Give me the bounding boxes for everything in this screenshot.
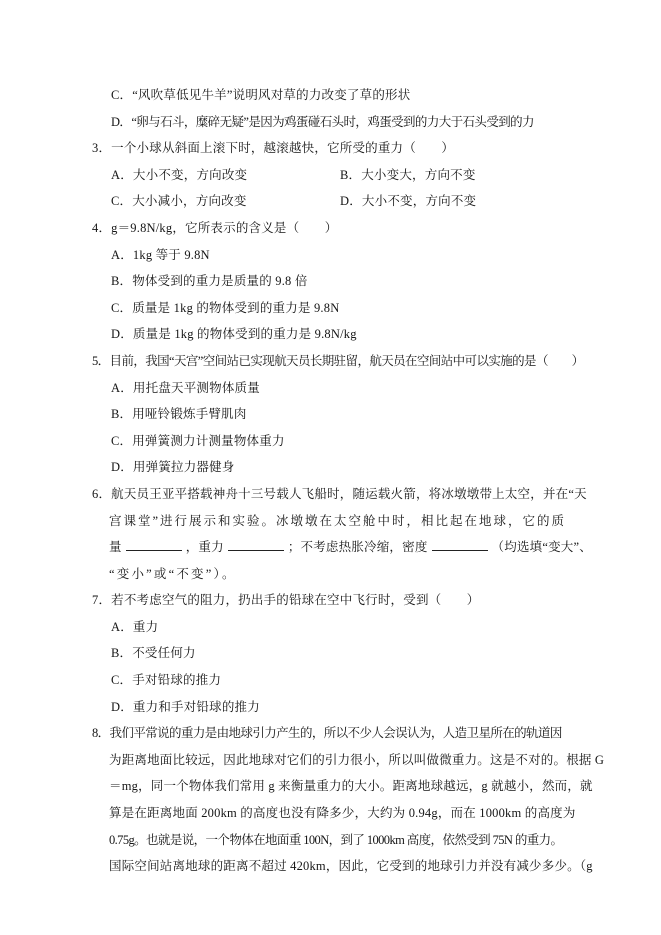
q5-option-c: C．用弹簧测力计测量物体重力 xyxy=(111,433,285,448)
q6-blank-line-seg-2: ，重力 xyxy=(185,540,224,555)
q5-stem: 5．目前，我国“天宫”空间站已实现航天员长期驻留，航天员在空间站中可以实施的是（ ） xyxy=(92,353,584,368)
q3-option-c: C．大小减小，方向改变 xyxy=(111,194,247,209)
q7-option-b: B．不受任何力 xyxy=(111,646,196,661)
q3-option-b: B．大小变大，方向不变 xyxy=(340,167,476,182)
q7-stem: 7．若不考虑空气的阻力，扔出手的铅球在空中飞行时，受到（ ） xyxy=(92,593,480,608)
q6-blank-line-seg-4: （均选填“变大”、 xyxy=(491,540,592,555)
q3-options-row-1 xyxy=(92,162,584,189)
q8-line-5: 0.75g。也就是说，一个物体在地面重 100N，到了 1000km 高度，依然受到 75N 的重力。 xyxy=(109,832,563,847)
q3-option-d: D．大小不变，方向不变 xyxy=(340,194,477,209)
q6-blank-line-seg-1: 量 xyxy=(109,540,122,555)
q6-blank-line xyxy=(92,534,592,561)
q8-line-2: 为距离地面比较远，因此地球对它们的引力很小，所以叫做微重力。这是不对的。根据 G xyxy=(109,752,605,767)
q7-option-c: C．手对铅球的推力 xyxy=(111,673,222,688)
q4-stem: 4．g＝9.8N/kg，它所表示的含义是（ ） xyxy=(92,220,338,235)
q6-stem-line-4: “变小”或“不变”）。 xyxy=(109,566,237,581)
q5-option-b: B．用哑铃锻炼手臂肌肉 xyxy=(111,407,247,422)
q8-line-4: 算是在距离地面 200km 的高度也没有降多少，大约为 0.94g，而在 1000km 的高度为 xyxy=(109,806,576,821)
q6-blank-line-seg-3: ；不考虑热胀冷缩，密度 xyxy=(287,540,428,555)
q5-option-d: D．用弹簧拉力器健身 xyxy=(111,460,235,475)
q3-stem: 3．一个小球从斜面上滚下时，越滚越快，它所受的重力（ ） xyxy=(92,141,455,156)
q6-stem-line-2: 宫课堂”进行展示和实验。冰墩墩在太空舱中时，相比起在地球，它的质 xyxy=(109,513,567,528)
q7-option-a: A．重力 xyxy=(111,619,159,634)
q3-option-a: A．大小不变，方向改变 xyxy=(111,167,248,182)
document-page xyxy=(92,82,605,880)
q3-options-row-2 xyxy=(92,188,584,215)
q6-blank-mass xyxy=(126,537,182,551)
q2-option-c: C．“风吹草低见牛羊”说明风对草的力改变了草的形状 xyxy=(111,88,411,102)
q6-blank-density xyxy=(432,537,488,551)
q7-option-d: D．重力和手对铅球的推力 xyxy=(111,699,260,714)
q8-line-1: 8．我们平常说的重力是由地球引力产生的，所以不少人会误认为，人造卫星所在的轨道因 xyxy=(92,726,562,741)
q4-option-d: D．质量是 1kg 的物体受到的重力是 9.8N/kg xyxy=(111,327,357,342)
q4-option-a: A．1kg 等于 9.8N xyxy=(111,247,210,262)
q8-line-6: 国际空间站离地球的距离不超过 420km，因此，它受到的地球引力并没有减少多少。（g xyxy=(109,859,593,874)
q4-option-b: B．物体受到的重力是质量的 9.8 倍 xyxy=(111,274,308,289)
q4-option-c: C．质量是 1kg 的物体受到的重力是 9.8N xyxy=(111,300,340,315)
q8-line-3: ＝mg，同一个物体我们常用 g 来衡量重力的大小。距离地球越远，g 就越小，然而，就 xyxy=(109,779,593,794)
q5-option-a: A．用托盘天平测物体质量 xyxy=(111,380,260,395)
q6-blank-weight xyxy=(228,537,284,551)
q6-stem-line-1: 6．航天员王亚平搭载神舟十三号载人飞船时，随运载火箭，将冰墩墩带上太空，并在“天 xyxy=(92,486,587,501)
q2-option-d: D．“卵与石斗，糜碎无疑”是因为鸡蛋碰石头时，鸡蛋受到的力大于石头受到的力 xyxy=(111,114,534,129)
